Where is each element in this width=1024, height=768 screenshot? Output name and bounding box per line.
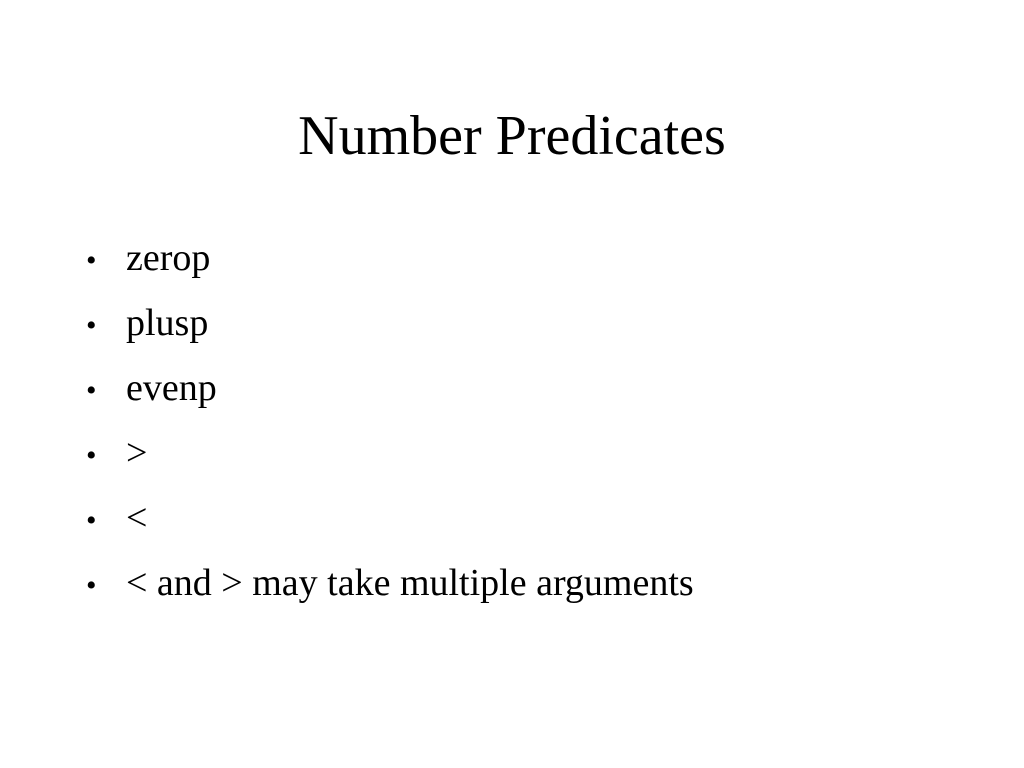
list-item [86,425,694,490]
bullet-list [86,230,694,620]
list-item [86,490,694,555]
bullet-icon: • [86,309,97,342]
list-item [86,295,694,360]
bullet-icon: • [86,244,97,277]
list-item [86,230,694,295]
bullet-icon: • [86,569,97,602]
slide-title: Number Predicates [298,105,726,167]
list-item [86,360,694,425]
bullet-icon: • [86,504,97,537]
list-item [86,555,694,620]
bullet-text-less-than: < [126,497,148,539]
bullet-text-greater-than: > [126,432,148,474]
bullet-icon: • [86,439,97,472]
bullet-icon: • [86,374,97,407]
bullet-text-multiple-arguments: < and > may take multiple arguments [126,562,694,604]
bullet-text-zerop: zerop [126,237,211,279]
bullet-text-evenp: evenp [126,367,217,409]
bullet-text-plusp: plusp [126,302,209,344]
